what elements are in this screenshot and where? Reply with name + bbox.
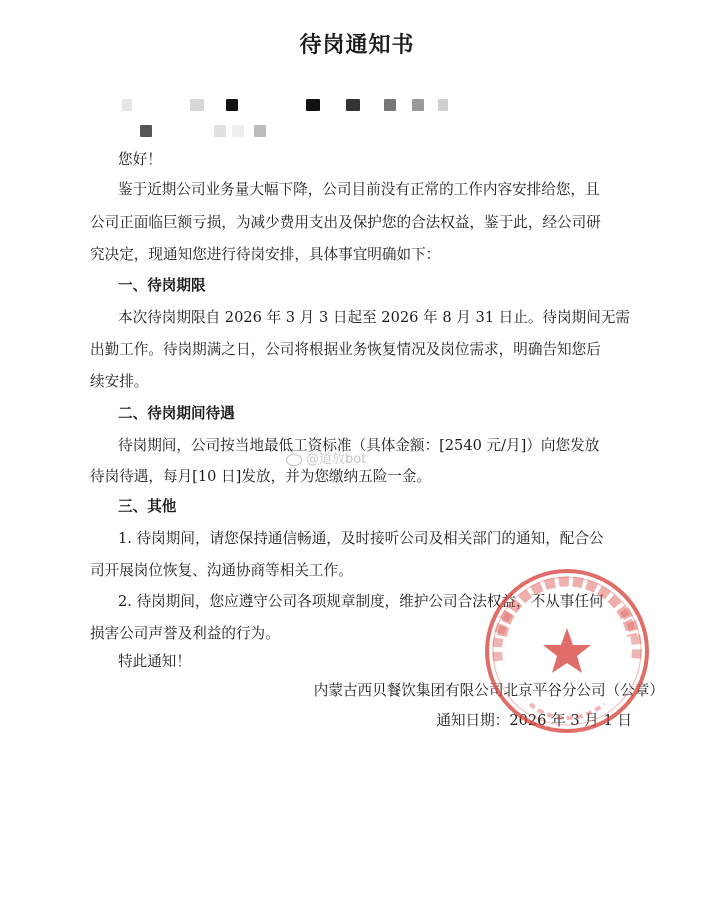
section-line: 出勤工作。待岗期满之日，公司将根据业务恢复情况及岗位需求，明确告知您后 — [90, 341, 601, 358]
section-line: 2. 待岗期间，您应遵守公司各项规章制度，维护公司合法权益，不从事任何 — [118, 593, 604, 610]
notice-date: 通知日期：2026 年 3 月 1 日 — [436, 712, 632, 729]
company-signature: 内蒙古西贝餐饮集团有限公司北京平谷分公司（公章） — [313, 682, 664, 699]
intro-line-3: 究决定，现通知您进行待岗安排，具体事宜明确如下： — [90, 246, 441, 263]
section-heading: 二、待岗期间待遇 — [118, 405, 235, 422]
greeting: 您好！ — [118, 151, 162, 168]
section-line: 损害公司声誉及利益的行为。 — [90, 625, 280, 642]
section-line: 1. 待岗期间，请您保持通信畅通，及时接听公司及相关部门的通知，配合公 — [118, 530, 604, 547]
document-title: 待岗通知书 — [299, 33, 415, 58]
section-line: 本次待岗期限自 2026 年 3 月 3 日起至 2026 年 8 月 31 日止。待岗期间无需 — [118, 309, 631, 326]
section-line: 续安排。 — [90, 373, 149, 390]
weibo-icon — [286, 454, 302, 466]
section-line: 司开展岗位恢复、沟通协商等相关工作。 — [90, 562, 353, 579]
section-line: 待岗待遇，每月[10 日]发放，并为您缴纳五险一金。 — [90, 468, 432, 485]
closing: 特此通知！ — [118, 653, 191, 670]
company-seal-icon — [482, 566, 652, 736]
intro-line-1: 鉴于近期公司业务量大幅下降，公司目前没有正常的工作内容安排给您，且 — [118, 181, 600, 198]
section-heading: 一、待岗期限 — [118, 277, 206, 294]
intro-line-2: 公司正面临巨额亏损，为减少费用支出及保护您的合法权益，鉴于此，经公司研 — [90, 214, 601, 231]
watermark — [286, 448, 366, 467]
section-line: 待岗期间，公司按当地最低工资标准（具体金额：[2540 元/月]）向您发放 — [118, 437, 600, 454]
section-heading: 三、其他 — [118, 498, 177, 515]
watermark-text: @道放bot — [306, 452, 367, 467]
